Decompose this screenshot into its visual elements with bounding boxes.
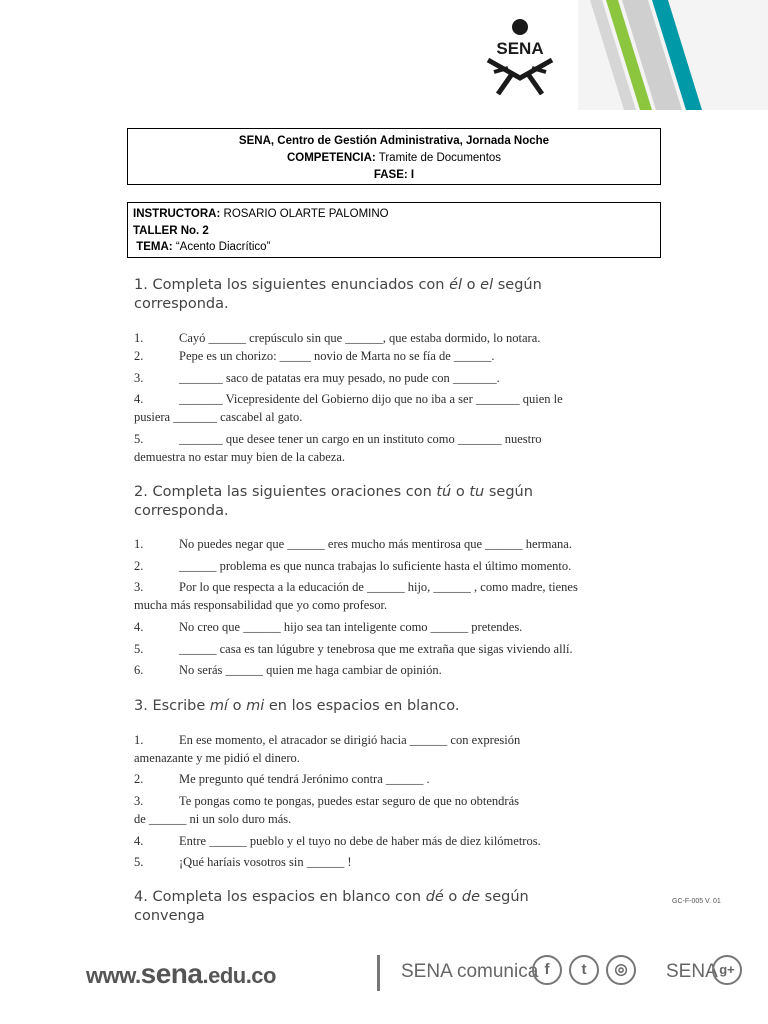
list-item: 4. Entre ______ pueblo y el tuyo no debe de haber más de diez kilómetros. <box>134 834 541 848</box>
list-item: 5. ______ casa es tan lúgubre y tenebrosa que me extraña que sigas viviendo allí. <box>134 642 573 656</box>
website-link[interactable]: www.sena.edu.co <box>86 958 276 989</box>
sena-plus-label: SENA <box>666 961 718 982</box>
list-item: 5. ¡Qué haríais vosotros sin ______ ! <box>134 855 352 869</box>
list-item: 3. _______ saco de patatas era muy pesado, no pude con _______. <box>134 371 500 385</box>
sena-logo <box>480 18 560 96</box>
list-item: 4. No creo que ______ hijo sea tan inteligente como ______ pretendes. <box>134 620 523 634</box>
info-box <box>127 202 661 258</box>
list-item: 6. No serás ______ quien me haga cambiar de opinión. <box>134 663 442 677</box>
competencia-label: COMPETENCIA: <box>286 152 376 164</box>
section-4-heading: 4. Completa los espacios en blanco con dé o de según convenga <box>134 889 529 924</box>
list-item: 2. ______ problema es que nunca trabajas lo suficiente hasta el último momento. <box>134 559 572 573</box>
list-item: 1. No puedes negar que ______ eres mucho más mentirosa que ______ hermana. <box>134 537 572 551</box>
tema-label: TEMA: <box>136 241 173 253</box>
header-line1: SENA, Centro de Gestión Administrativa, Jornada Noche <box>238 135 550 147</box>
list-item: 5. _______ que desee tener un cargo en un instituto como _______ nuestro demuestra no estar muy bien de la cabeza. <box>134 432 542 464</box>
section-2-heading: 2. Completa las siguientes oraciones con tú o tu según corresponda. <box>134 484 533 519</box>
instructor-name: ROSARIO OLARTE PALOMINO <box>220 208 389 220</box>
taller-number: TALLER No. 2 <box>133 224 209 237</box>
instagram-icon[interactable]: ◎ <box>606 955 636 985</box>
competencia-value: Tramite de Documentos <box>375 152 502 164</box>
google-plus-icon[interactable]: g+ <box>712 955 742 985</box>
list-item: 2. Me pregunto qué tendrá Jerónimo contra ______ . <box>134 772 430 786</box>
list-item: 4. _______ Vicepresidente del Gobierno dijo que no iba a ser _______ quien le pusiera _______ cascabel al gato. <box>134 392 563 424</box>
list-item: 3. Te pongas como te pongas, puedes estar seguro de que no obtendrás de ______ ni un solo duro más. <box>134 794 520 826</box>
section-3-heading: 3. Escribe mí o mi en los espacios en blanco. <box>134 698 460 714</box>
corner-stripes <box>578 0 768 110</box>
list-item: 1. En ese momento, el atracador se dirigió hacia ______ con expresión amenazante y me pidió el dinero. <box>134 733 521 765</box>
footer-divider <box>377 955 380 991</box>
tema-value: “Acento Diacrítico” <box>172 241 271 253</box>
list-item: 3. Por lo que respecta a la educación de ______ hijo, ______ , como madre, tienes mucha más responsabilidad que yo como profesor. <box>134 580 578 612</box>
logo-text: SENA <box>496 39 544 58</box>
sena-comunica-label: SENA comunica <box>401 961 539 982</box>
list-item: 2. Pepe es un chorizo: _____ novio de Marta no se fía de ______. <box>134 349 495 363</box>
document-code: GC-F-005 V. 01 <box>672 898 721 905</box>
list-item: 1. Cayó ______ crepúsculo sin que ______, que estaba dormido, lo notara. <box>134 331 541 345</box>
fase: FASE: I <box>373 169 415 181</box>
facebook-icon[interactable]: f <box>532 955 562 985</box>
twitter-icon[interactable]: t <box>569 955 599 985</box>
header-box <box>127 128 661 185</box>
section-1-heading: 1. Completa los siguientes enunciados con él o el según corresponda. <box>134 277 542 312</box>
instructor-label: INSTRUCTORA: <box>133 208 221 220</box>
